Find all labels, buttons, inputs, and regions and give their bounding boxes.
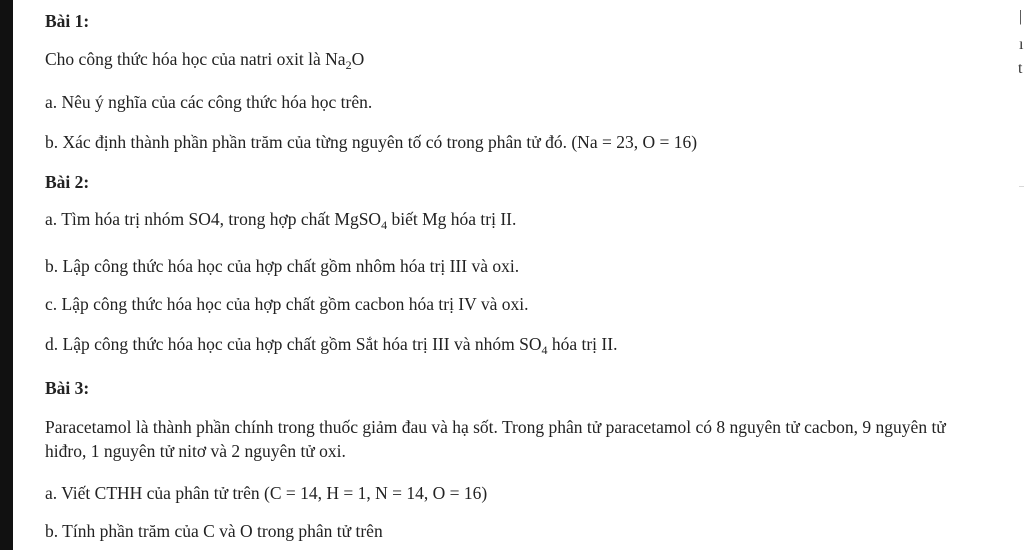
bai2-d-text: d. Lập công thức hóa học của hợp chất gồm Sắt hóa trị III và nhóm SO — [45, 334, 542, 354]
bai1-intro — [45, 48, 364, 70]
left-edge-bar — [0, 0, 13, 550]
bai1-intro-text: Cho công thức hóa học của natri oxit là Na — [45, 49, 346, 69]
bai3-question-a: a. Viết CTHH của phân tử trên (C = 14, H = 1, N = 14, O = 16) — [45, 483, 488, 503]
right-edge-glyph: | — [1019, 8, 1023, 25]
bai1-question-a: a. Nêu ý nghĩa của các công thức hóa học trên. — [45, 92, 373, 112]
bai2-d-suffix: hóa trị II. — [547, 334, 618, 354]
bai2-d-subscript: 4 — [541, 343, 548, 357]
bai2-a-text: a. Tìm hóa trị nhóm SO4, trong hợp chất MgSO — [45, 209, 382, 229]
bai2-question-d — [45, 333, 617, 355]
bai2-a-suffix: biết Mg hóa trị II. — [387, 209, 517, 229]
bai2-question-b: b. Lập công thức hóa học của hợp chất gồm nhôm hóa trị III và oxi. — [45, 256, 520, 276]
right-edge-fragment — [1010, 0, 1024, 190]
bai3-intro: Paracetamol là thành phần chính trong thuốc giảm đau và hạ sốt. Trong phân tử paracetamol có 8 nguyên tử cacbon, 9 nguyên tử hiđro, 1 nguyên tử nitơ và 2 nguyên tử oxi. — [45, 417, 946, 461]
bai2-title: Bài 2: — [45, 172, 90, 192]
bai1-intro-subscript: 2 — [345, 58, 352, 72]
bai1-question-b: b. Xác định thành phần phần trăm của từng nguyên tố có trong phân tử đó. (Na = 23, O = 16) — [45, 132, 698, 152]
bai3-title: Bài 3: — [45, 378, 90, 398]
bai2-question-a — [45, 208, 516, 230]
right-edge-divider — [1019, 186, 1024, 187]
bai2-question-c: c. Lập công thức hóa học của hợp chất gồm cacbon hóa trị IV và oxi. — [45, 294, 529, 314]
bai3-question-b: b. Tính phần trăm của C và O trong phân tử trên — [45, 521, 383, 541]
right-edge-glyph: ı — [1019, 36, 1024, 53]
bai2-a-subscript: 4 — [381, 218, 388, 232]
right-edge-glyph: t — [1018, 60, 1023, 77]
bai1-title: Bài 1: — [45, 11, 90, 31]
bai1-intro-suffix: O — [351, 49, 365, 69]
